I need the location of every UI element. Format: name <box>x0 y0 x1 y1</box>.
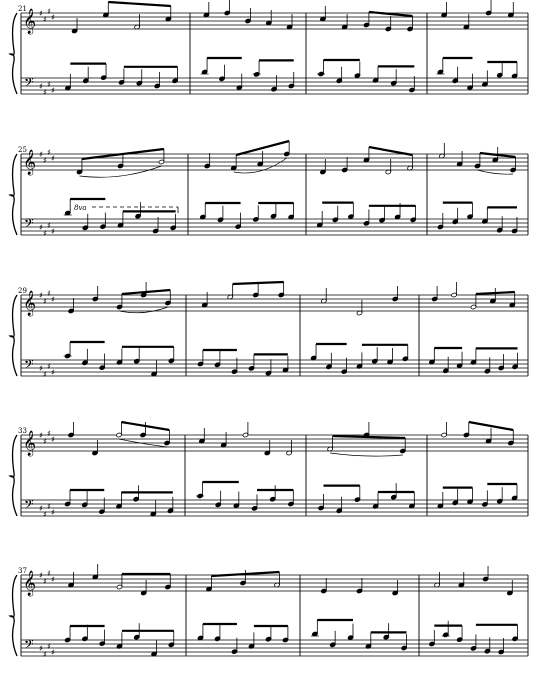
key-sharp-icon: ♯ <box>47 362 51 371</box>
key-sharp-icon: ♯ <box>51 86 55 95</box>
note-beam <box>333 436 406 438</box>
key-sharp-icon: ♯ <box>51 227 55 236</box>
key-sharp-icon: ♯ <box>39 223 43 232</box>
measure-number-33: 33 <box>18 427 27 435</box>
key-sharp-icon: ♯ <box>51 508 55 517</box>
system-brace <box>10 13 17 94</box>
note-beam <box>369 12 413 16</box>
key-sharp-icon: ♯ <box>39 291 43 300</box>
key-sharp-icon: ♯ <box>43 577 47 586</box>
system-brace <box>10 154 17 235</box>
treble-clef-icon: 𝄞 <box>23 150 37 175</box>
key-sharp-icon: ♯ <box>39 431 43 440</box>
key-sharp-icon: ♯ <box>39 82 43 91</box>
slur <box>330 453 403 456</box>
key-sharp-icon: ♯ <box>43 88 47 97</box>
key-sharp-icon: ♯ <box>51 13 55 22</box>
note-beam <box>476 292 515 294</box>
key-sharp-icon: ♯ <box>39 9 43 18</box>
key-sharp-icon: ♯ <box>43 437 47 446</box>
key-sharp-icon: ♯ <box>43 370 47 379</box>
key-sharp-icon: ♯ <box>47 80 51 89</box>
measure-number-37: 37 <box>18 567 27 575</box>
key-sharp-icon: ♯ <box>43 297 47 306</box>
bass-clef-icon: 𝄢 <box>24 637 34 655</box>
system-brace <box>10 575 17 656</box>
measure-number-29: 29 <box>18 287 27 295</box>
key-sharp-icon: ♯ <box>51 368 55 377</box>
slur <box>478 170 514 174</box>
bass-clef-icon: 𝄢 <box>24 75 34 93</box>
slur <box>120 307 168 313</box>
measure-number-21: 21 <box>18 5 27 13</box>
key-sharp-icon: ♯ <box>39 150 43 159</box>
key-sharp-icon: ♯ <box>43 650 47 659</box>
key-sharp-icon: ♯ <box>47 569 51 578</box>
key-sharp-icon: ♯ <box>47 429 51 438</box>
key-sharp-icon: ♯ <box>47 642 51 651</box>
key-sharp-icon: ♯ <box>43 156 47 165</box>
bass-clef-icon: 𝄢 <box>24 357 34 375</box>
note-beam <box>233 282 284 284</box>
measure-number-25: 25 <box>18 146 27 154</box>
treble-clef-icon: 𝄞 <box>23 431 37 456</box>
system-brace <box>10 435 17 516</box>
octave-marking: 8va <box>74 204 87 212</box>
key-sharp-icon: ♯ <box>51 295 55 304</box>
key-sharp-icon: ♯ <box>47 148 51 157</box>
note-beam <box>108 2 170 6</box>
key-sharp-icon: ♯ <box>47 221 51 230</box>
key-sharp-icon: ♯ <box>39 364 43 373</box>
key-sharp-icon: ♯ <box>47 7 51 16</box>
key-sharp-icon: ♯ <box>51 154 55 163</box>
treble-clef-icon: 𝄞 <box>23 291 37 316</box>
key-sharp-icon: ♯ <box>51 575 55 584</box>
key-sharp-icon: ♯ <box>47 502 51 511</box>
key-sharp-icon: ♯ <box>47 289 51 298</box>
key-sharp-icon: ♯ <box>51 435 55 444</box>
key-sharp-icon: ♯ <box>39 644 43 653</box>
system-brace <box>10 295 17 376</box>
key-sharp-icon: ♯ <box>43 15 47 24</box>
key-sharp-icon: ♯ <box>43 510 47 519</box>
treble-clef-icon: 𝄞 <box>23 571 37 596</box>
bass-clef-icon: 𝄢 <box>24 497 34 515</box>
key-sharp-icon: ♯ <box>43 229 47 238</box>
key-sharp-icon: ♯ <box>39 504 43 513</box>
key-sharp-icon: ♯ <box>51 648 55 657</box>
key-sharp-icon: ♯ <box>39 571 43 580</box>
bass-clef-icon: 𝄢 <box>24 216 34 234</box>
treble-clef-icon: 𝄞 <box>23 9 37 34</box>
